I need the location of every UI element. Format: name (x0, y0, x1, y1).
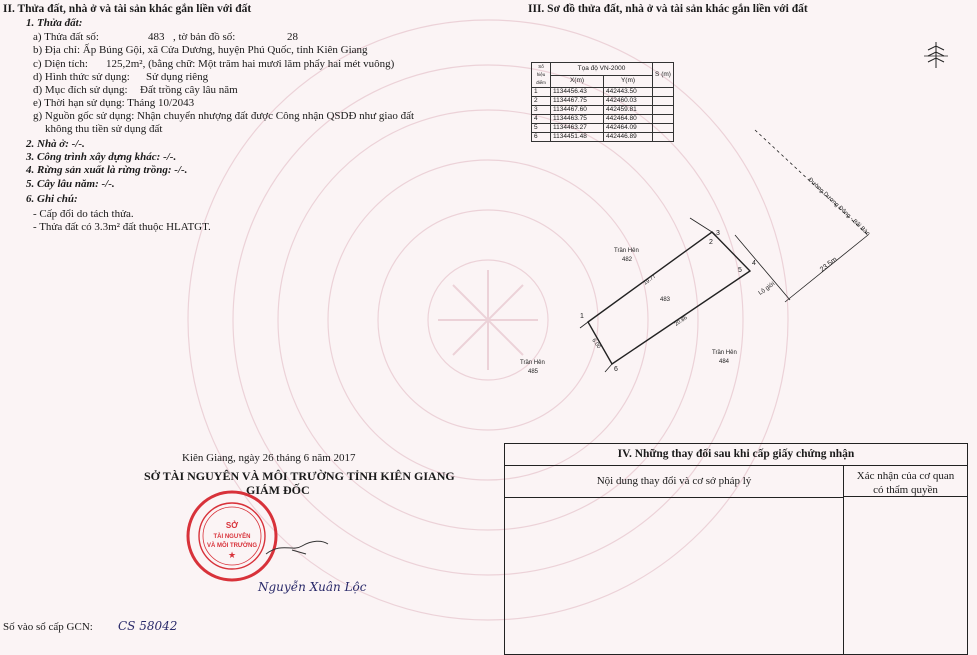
table-cell (653, 97, 674, 106)
item-2-house: 2. Nhà ở: -/-. (26, 138, 85, 150)
table-cell: 4 (532, 115, 551, 124)
table-cell (653, 88, 674, 97)
usage-form-value: Sử dụng riêng (146, 71, 209, 83)
length-top-label: 19.77 (642, 273, 658, 287)
col-x-header: X(m) (551, 75, 604, 88)
owner-left-parcel: 485 (528, 369, 539, 375)
section-3-title: III. Sơ đồ thửa đất, nhà ở và tài sản khác gắn liền với đất (528, 3, 808, 15)
col-s-header: S (m) (653, 63, 674, 88)
table-cell: 6 (532, 133, 551, 142)
col-coord-header: Tọa độ VN-2000 (551, 63, 653, 76)
usage-purpose-label: đ) Mục đích sử dụng: (33, 84, 128, 96)
table-cell: 442464.80 (604, 115, 653, 124)
parcel-plan (500, 110, 970, 400)
area-value: 125,2m², (bằng chữ: Một trăm hai mươi lăm phẩy hai mét vuông) (106, 58, 395, 70)
origin-line-2: không thu tiền sử dụng đất (45, 123, 163, 135)
column-divider (843, 497, 844, 654)
col-y-header: Y(m) (604, 75, 653, 88)
registry-label: Số vào sổ cấp GCN: (3, 621, 93, 633)
point-4-label: 4 (752, 260, 756, 267)
section-4-title: IV. Những thay đổi sau khi cấp giấy chứng nhận (505, 444, 967, 466)
table-cell: 442446.89 (604, 133, 653, 142)
area-label: c) Diện tích: (33, 58, 88, 70)
note-1: - Cấp đổi do tách thửa. (33, 208, 134, 220)
item-5-trees: 5. Cây lâu năm: -/-. (26, 178, 115, 190)
table-cell: 1134467.75 (551, 97, 604, 106)
point-3-label: 3 (716, 230, 720, 237)
svg-text:★: ★ (227, 550, 237, 560)
table-cell: 442459.81 (604, 106, 653, 115)
table-cell: 5 (532, 124, 551, 133)
usage-form-label: d) Hình thức sử dụng: (33, 71, 130, 83)
svg-text:SỞ: SỞ (225, 521, 239, 530)
note-2: - Thửa đất có 3.3m² đất thuộc HLATGT. (33, 221, 211, 233)
map-sheet-number: 28 (287, 31, 298, 43)
owner-top-label: Trần Hên (614, 248, 639, 254)
owner-top-parcel: 482 (622, 257, 633, 263)
section-2-title: II. Thửa đất, nhà ở và tài sản khác gắn liền với đất (3, 3, 252, 15)
road-name-label: Đường Dương Đông - Bãi Bào (806, 177, 871, 238)
table-cell: 442443.50 (604, 88, 653, 97)
table-cell: 2 (532, 97, 551, 106)
neighbor-line (580, 322, 588, 328)
owner-right-parcel: 484 (719, 359, 730, 365)
parcel-number: 483 (148, 31, 165, 43)
table-cell: 3 (532, 106, 551, 115)
changes-table (504, 443, 968, 655)
confirmation-header-line-2: có thẩm quyền (873, 484, 938, 496)
place-date: Kiên Giang, ngày 26 tháng 6 năm 2017 (182, 452, 356, 464)
signer-position: GIÁM ĐỐC (246, 483, 310, 497)
table-cell: 1134463.75 (551, 115, 604, 124)
table-cell: 1134456.43 (551, 88, 604, 97)
point-2-label: 2 (709, 239, 713, 246)
confirmation-header-line-1: Xác nhận của cơ quan (856, 470, 955, 482)
item-4-forest: 4. Rừng sản xuất là rừng trồng: -/-. (26, 164, 188, 176)
north-arrow-icon (922, 40, 950, 70)
table-cell: 442460.03 (604, 97, 653, 106)
owner-right-label: Trần Hên (712, 350, 737, 356)
table-row (532, 88, 674, 97)
neighbor-line (605, 364, 612, 372)
length-bottom-label: 20.86 (673, 314, 689, 328)
table-row (532, 97, 674, 106)
point-1-label: 1 (580, 313, 584, 320)
signer-name: Nguyễn Xuân Lộc (258, 580, 367, 594)
signature-mark (262, 532, 332, 562)
col-point-header: Số hiệu điểm (532, 63, 551, 88)
table-cell: 1 (532, 88, 551, 97)
item-3-construction: 3. Công trình xây dựng khác: -/-. (26, 151, 177, 163)
usage-purpose-value: Đất trồng cây lâu năm (140, 84, 238, 96)
neighbor-line (690, 218, 712, 232)
origin-line-1: g) Nguồn gốc sử dụng: Nhận chuyển nhượng đất được Công nhận QSDĐ như giao đất (33, 110, 415, 122)
map-sheet-label: , tờ bản đồ số: (173, 31, 236, 43)
table-cell: 1134463.27 (551, 124, 604, 133)
corridor-label: Lộ giới (757, 281, 777, 297)
table-cell: 1134451.48 (551, 133, 604, 142)
changes-content-header: Nội dung thay đổi và cơ sở pháp lý (505, 466, 844, 498)
confirmation-header (844, 466, 967, 497)
svg-text:TÀI NGUYÊN: TÀI NGUYÊN (213, 534, 251, 540)
length-left-label: 6.00 (590, 337, 602, 350)
issuing-authority: SỞ TÀI NGUYÊN VÀ MÔI TRƯỜNG TỈNH KIÊN GIANG (144, 469, 455, 483)
address: b) Địa chỉ: Ấp Búng Gội, xã Cửa Dương, huyện Phú Quốc, tỉnh Kiên Giang (33, 44, 368, 56)
road-width-label: 23.5m (818, 256, 839, 274)
table-cell: 1134467.60 (551, 106, 604, 115)
point-5-label: 5 (738, 267, 742, 274)
table-cell: 442464.09 (604, 124, 653, 133)
item-1-heading: 1. Thửa đất: (26, 17, 83, 29)
parcel-number-label: a) Thửa đất số: (33, 31, 99, 43)
parcel-number-label: 483 (660, 297, 671, 303)
item-6-notes-heading: 6. Ghi chú: (26, 193, 78, 205)
point-6-label: 6 (614, 366, 618, 373)
svg-text:VÀ MÔI TRƯỜNG: VÀ MÔI TRƯỜNG (206, 543, 258, 549)
usage-term: e) Thời hạn sử dụng: Tháng 10/2043 (33, 97, 195, 109)
registry-value: CS 58042 (118, 619, 178, 633)
owner-left-label: Trần Hên (520, 360, 545, 366)
